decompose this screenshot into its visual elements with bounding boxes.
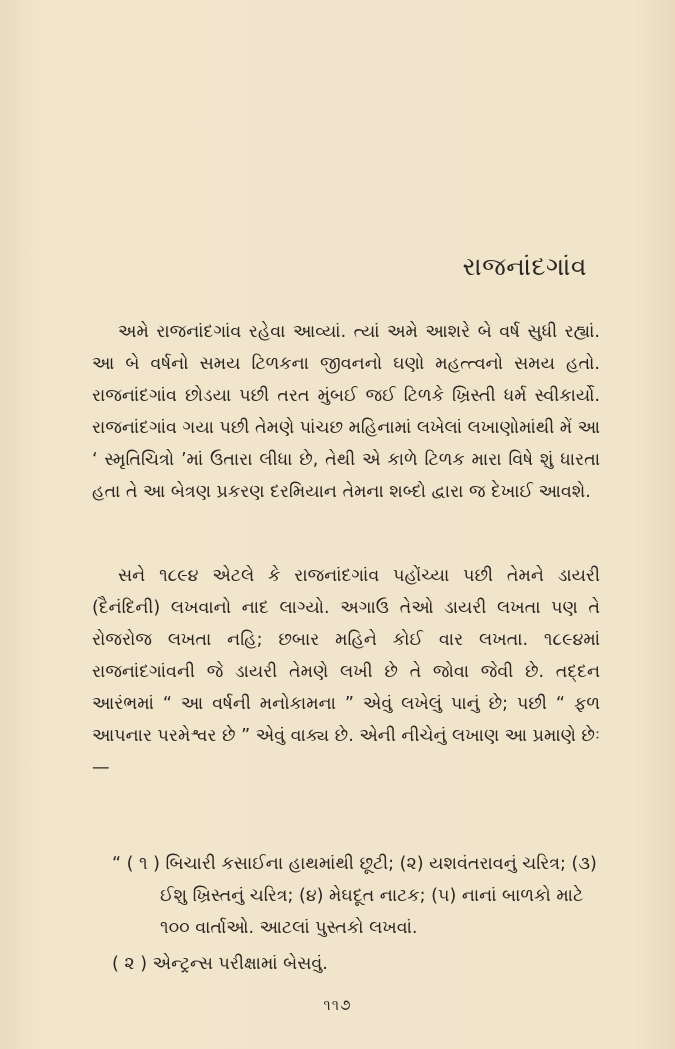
chapter-heading: રાજનાંદગાંવ [462,252,587,281]
paragraph-2: સને ૧૮૯૪ એટલે કે રાજનાંદગાંવ પહોંચ્યા પછી તેમને ડાયરી (દૈનંદિની) લખવાનો નાદ લાગ્યો. અગાઉ તેઓ ડાયરી લખતા પણ તે રોજરોજ લખતા નહિ; છબાર મહિને કોઈ વાર લખતા. ૧૮૯૪માં રાજનાંદગાંવની જે ડાયરી તેમણે લખી છે તે જોવા જેવી છે. તદ્દન આરંભમાં “ આ વર્ષની મનોકામના ” એવું લખેલું પાનું છે; પછી “ ફળ આપનાર પરમેશ્વર છે ” એવું વાક્ય છે. એની નીચેનું લખાણ આ પ્રમાણે છેઃ— [92,565,600,778]
list-item-1: “ ( ૧ ) બિચારી કસાઈના હાથમાંથી છૂટી; (૨) યશવંતરાવનું ચરિત્ર; (૩) ઈશુ ખ્રિસ્તનું ચરિત્ર; (૪) મેઘદૂત નાટક; (૫) નાનાં બાળકો માટે ૧૦૦ વાર્તાઓ. આટલાં પુસ્તકો લખવાં. [112,854,597,938]
diary-list [112,848,600,980]
list-item-2: ( ૨ ) એન્ટ્રન્સ પરીક્ષામાં બેસવું. [112,954,328,974]
paragraph-1: અમે રાજનાંદગાંવ રહેવા આવ્યાં. ત્યાં અમે આશરે બે વર્ષ સુધી રહ્યાં. આ બે વર્ષનો સમય ટિળકના જીવનનો ઘણો મહત્ત્વનો સમય હતો. રાજનાંદગાંવ છોડયા પછી તરત મુંબઈ જઈ ટિળકે ખ્રિસ્તી ધર્મ સ્વીકાર્યો. રાજનાંદગાંવ ગયા પછી તેમણે પાંચછ મહિનામાં લખેલાં લખાણોમાંથી મેં આ ‘ સ્મૃતિચિત્રો ’માં ઉતારા લીધા છે, તેથી એ કાળે ટિળક મારા વિષે શું ધારતા હતા તે આ બેત્રણ પ્રકરણ દરમિયાન તેમના શબ્દો દ્વારા જ દેખાઈ આવશે. [92,321,600,502]
page-number: ૧૧૭ [323,996,352,1014]
